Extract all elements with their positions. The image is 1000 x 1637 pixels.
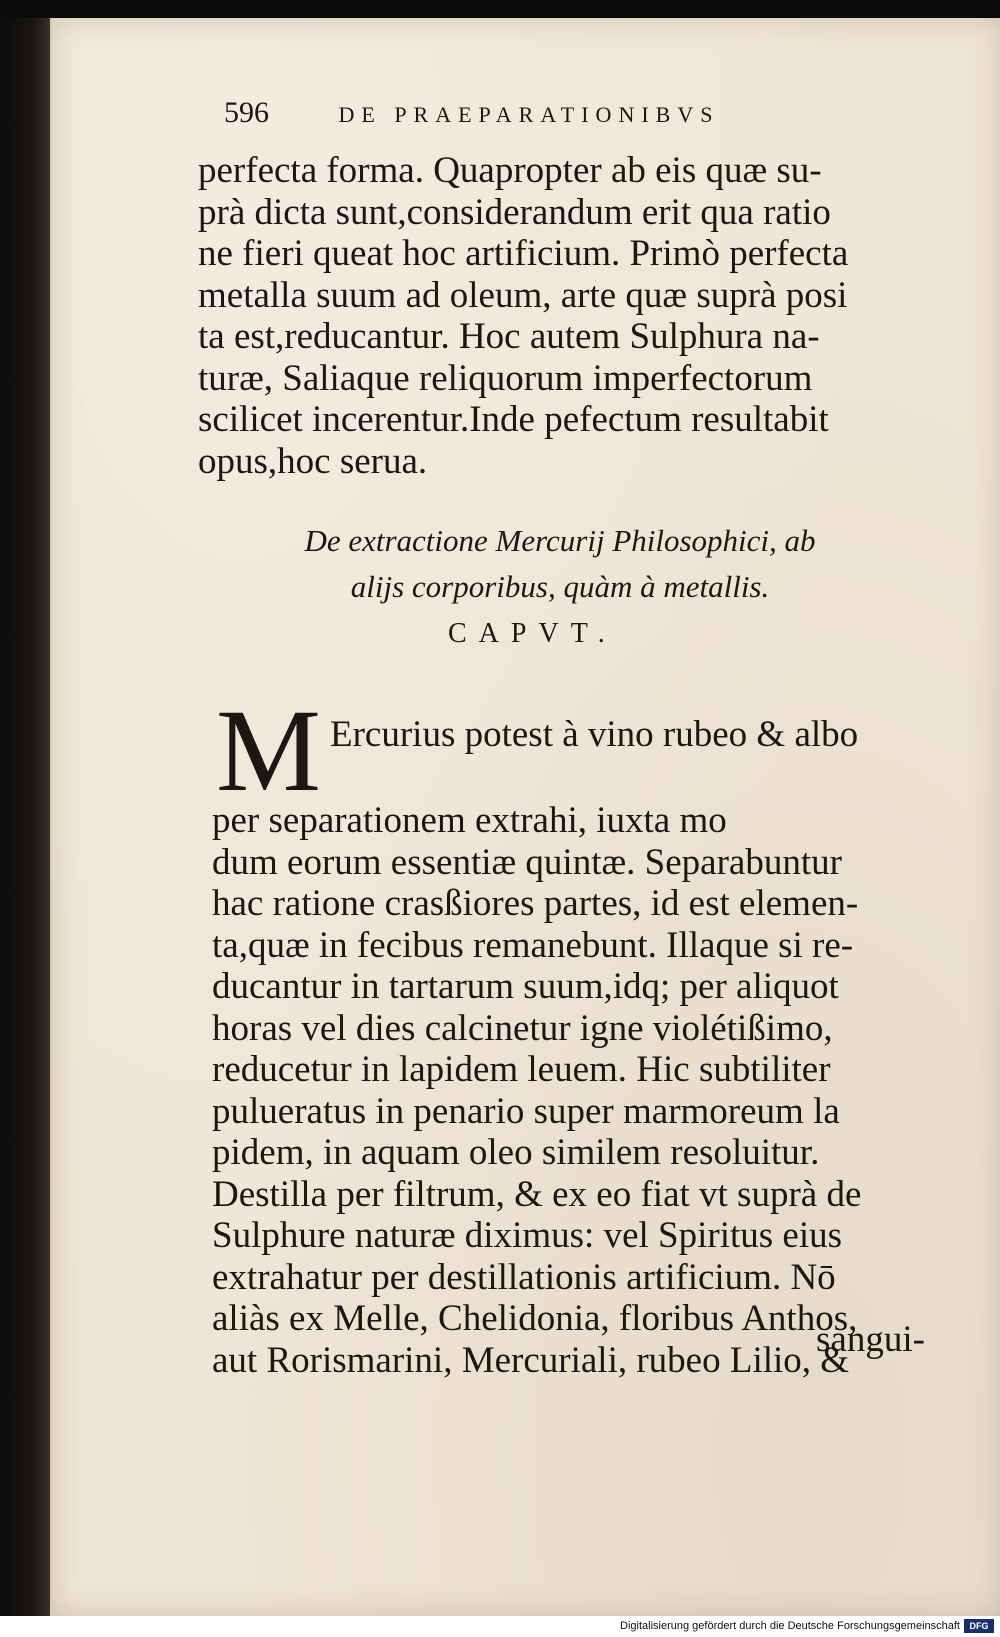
text-line: perfecta forma. Quapropter ab eis quæ su- xyxy=(198,150,822,191)
text-line: ne fieri queat hoc artificium. Primò perfecta xyxy=(198,233,849,274)
text-line: aut Rorismarini, Mercuriali, rubeo Lilio, & xyxy=(212,1339,850,1381)
text-line: ta est,reducantur. Hoc autem Sulphura na- xyxy=(198,316,820,357)
text-line: opus,hoc serua. xyxy=(198,440,428,482)
text-line: Destilla per filtrum, & ex eo fiat vt suprà de xyxy=(212,1173,862,1215)
text-line: ducantur in tartarum suum,idq; per aliquot xyxy=(212,966,839,1007)
text-line: prà dicta sunt,considerandum erit qua ratio xyxy=(198,191,831,233)
section-heading xyxy=(280,518,840,610)
text-line: dum eorum essentiæ quintæ. Separabuntur xyxy=(212,841,842,883)
drop-cap: M xyxy=(216,685,321,816)
running-head xyxy=(224,96,844,130)
left-binding-edge xyxy=(0,0,50,1637)
running-title: DE PRAEPARATIONIBVS xyxy=(338,102,720,127)
text-line: ta,quæ in fecibus remanebunt. Illaque si re- xyxy=(212,924,854,966)
text-line: pidem, in aquam oleo similem resoluitur. xyxy=(212,1132,820,1173)
footer-text: Digitalisierung gefördert durch die Deutsche Forschungsgemeinschaft xyxy=(620,1620,960,1632)
text-line: horas vel dies calcinetur igne violétißimo, xyxy=(212,1007,833,1049)
chapter-label: CAPVT. xyxy=(448,618,617,649)
catchword: sangui- xyxy=(816,1319,925,1360)
dfg-logo: DFG xyxy=(964,1619,994,1633)
text-line: extrahatur per destillationis artificium. Nō xyxy=(212,1256,836,1298)
text-line: De extractione Mercurij Philosophici, ab xyxy=(304,523,816,558)
paragraph-1 xyxy=(198,150,898,482)
top-edge xyxy=(0,0,1000,18)
text-line: per separationem extrahi, iuxta mo xyxy=(212,800,727,841)
text-line: pulueratus in penario super marmoreum la xyxy=(212,1090,840,1132)
text-line: hac ratione crasßiores partes, id est elemen- xyxy=(212,883,859,924)
paragraph-2 xyxy=(212,800,912,1381)
text-line: scilicet incerentur.Inde pefectum resultabit xyxy=(198,399,829,440)
text-line: turæ, Saliaque reliquorum imperfectorum xyxy=(198,357,813,399)
text-line: reducetur in lapidem leuem. Hic subtiliter xyxy=(212,1049,831,1090)
text-line: metalla suum ad oleum, arte quæ suprà posi xyxy=(198,274,848,316)
text-line: alijs corporibus, quàm à metallis. xyxy=(350,569,770,604)
digitization-footer xyxy=(0,1616,1000,1637)
paragraph-2-first-line: Ercurius potest à vino rubeo & albo xyxy=(330,714,859,755)
text-line: Sulphure naturæ diximus: vel Spiritus eius xyxy=(212,1215,843,1256)
page-number: 596 xyxy=(224,96,269,129)
text-line: aliàs ex Melle, Chelidonia, floribus Anthos, xyxy=(212,1298,858,1339)
